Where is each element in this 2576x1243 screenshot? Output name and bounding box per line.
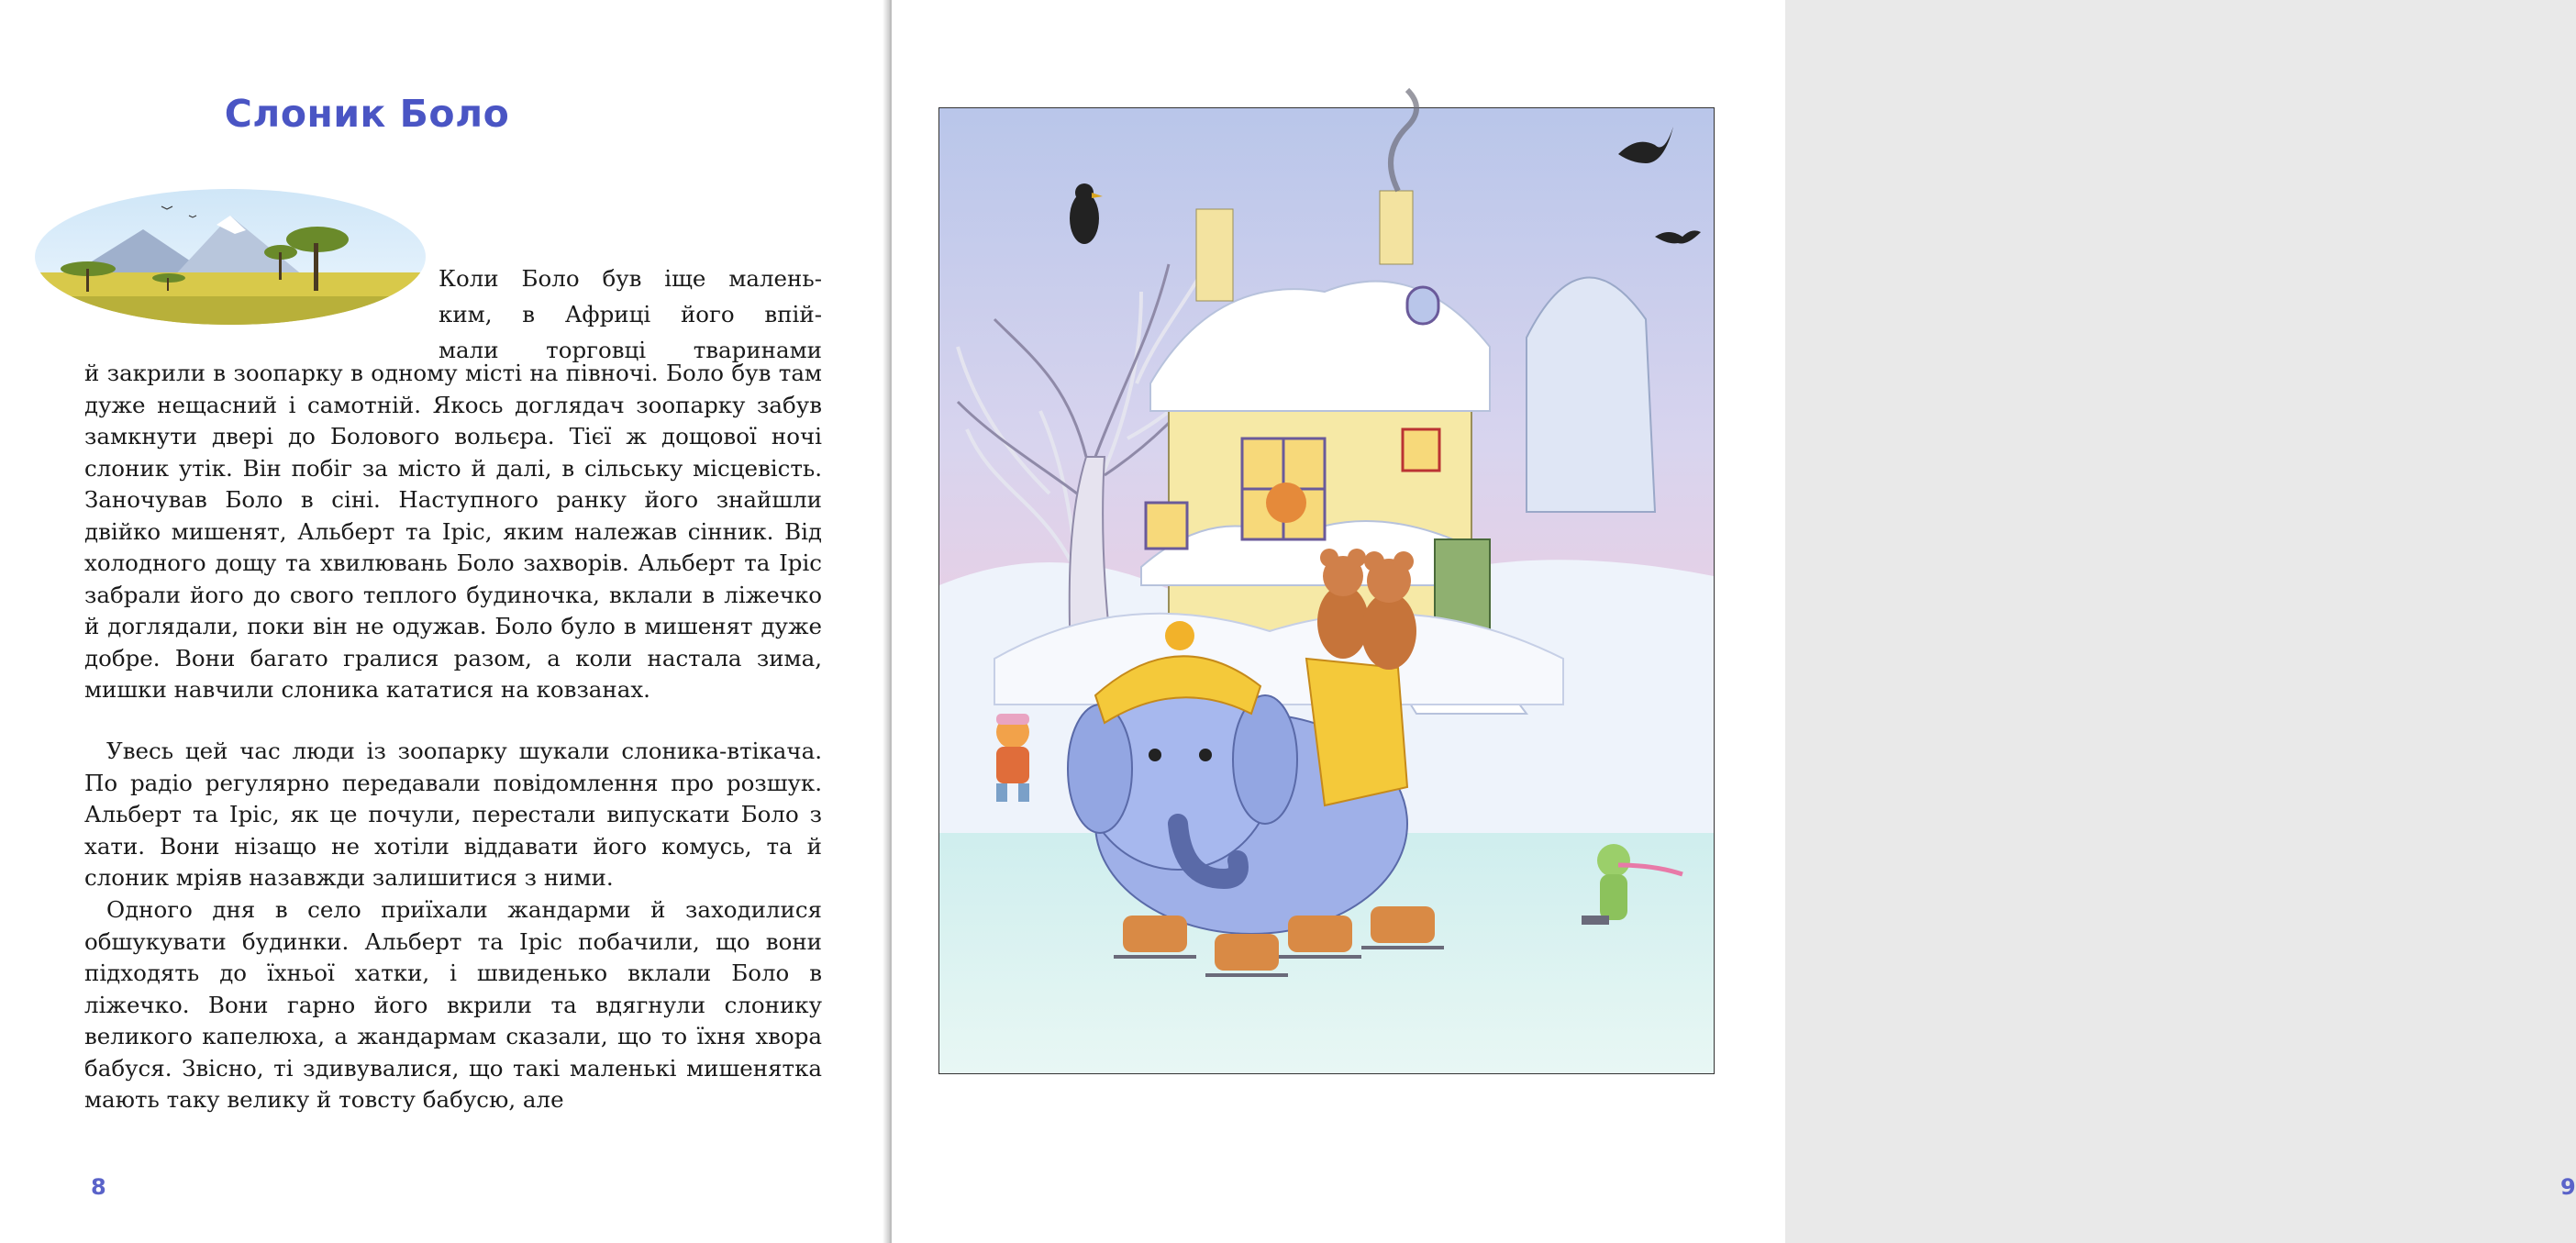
paragraph-1: й закрили в зоопарку в одному місті на півночі. Боло був там дуже нещасний і самотній. Якось доглядач зоопарку забув замкнути двері до Болового вольєра. Тієї ж дощової ночі слоник утік. Він побіг за місто й далі, в сільську місцевість. Заночував Боло в сіні. Наступного ранку його знайшли двійко мишенят, Альберт та Іріс, яким належав сінник. Від холодного дощу та хвилювань Боло захворів. Альберт та Іріс забрали його до свого теплого будиночка, вклали в ліжечко й доглядали, поки він не одужав. Боло було в мишенят дуже добре. Вони багато гралися разом, а коли настала зима, мишки навчили слоника кататися на ковзанах.: [84, 360, 822, 703]
page-number-left: 8: [91, 1174, 106, 1200]
opening-line-3: мали торговці тваринами: [439, 337, 822, 363]
paragraph-2: Увесь цей час люди із зоопарку шукали слоника-втікача. По радіо регулярно передавали повідомлення про розшук. Альберт та Іріс, як це почули, перестали випускати Боло з хати. Вони нізащо не хотіли віддавати його комусь, та й слоник мріяв назавжди залишитися з ними.: [84, 738, 822, 891]
opening-line-2: ким, в Африці його впій-: [439, 301, 822, 327]
winter-skating-illustration: [938, 107, 1715, 1074]
page-number-right: 9: [2560, 1174, 2576, 1200]
opening-line-1: Коли Боло був іще малень-: [439, 265, 822, 292]
opening-lines: [439, 261, 822, 368]
story-title: Слоник Боло: [224, 92, 510, 136]
savanna-vignette-image: [33, 188, 427, 326]
paragraph-3: Одного дня в село приїхали жандарми й заходилися обшукувати будинки. Альберт та Іріс побачили, що вони підходять до їхньої хатки, і швиденько вклали Боло в ліжечко. Вони гарно його вкрили та вдягнули слонику великого капелюха, а жандармам сказали, що то їхня хвора бабуся. Звісно, ті здивувалися, що такі маленькі мишенятка мають таку велику й товсту бабусю, але: [84, 896, 822, 1113]
left-page: [0, 0, 888, 1243]
